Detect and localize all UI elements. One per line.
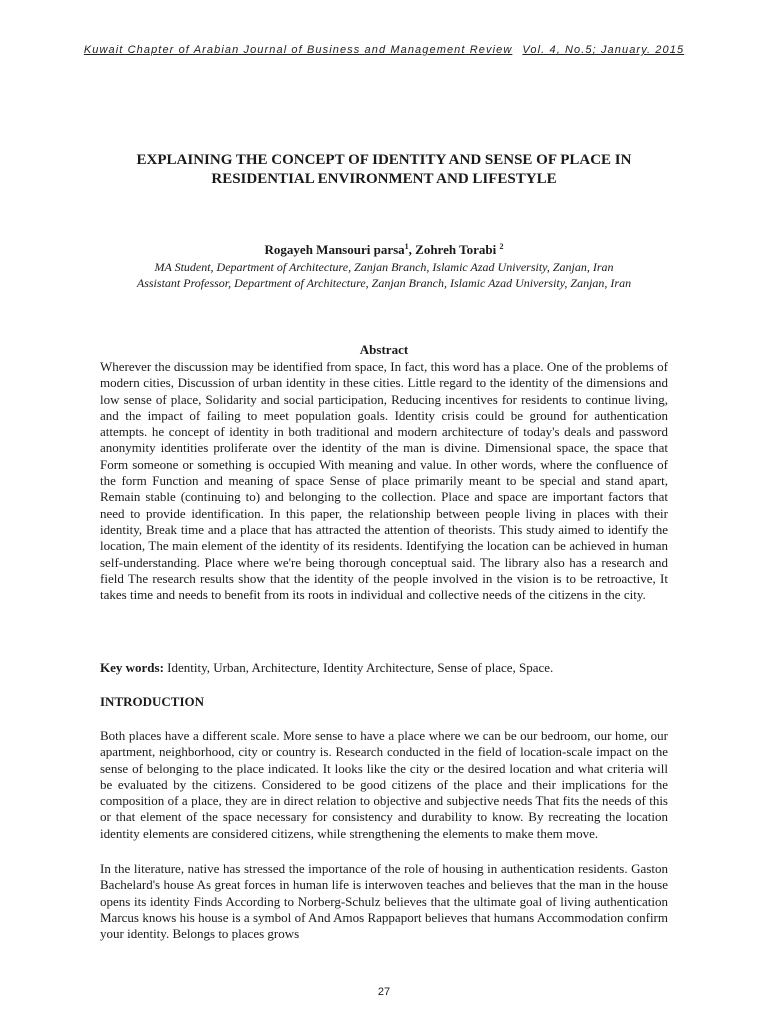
- keywords-label: Key words:: [100, 660, 164, 675]
- journal-name: Kuwait Chapter of Arabian Journal of Business and Management Review: [83, 44, 513, 56]
- journal-issue: Vol. 4, No.5; January. 2015: [522, 44, 685, 56]
- page-number: 27: [377, 986, 391, 998]
- affiliation-1: MA Student, Department of Architecture, Zanjan Branch, Islamic Azad University, Zanjan, Iran: [154, 260, 614, 274]
- author-2: Zohreh Torabi: [415, 242, 500, 257]
- author-2-affiliation-mark: 2: [499, 242, 504, 251]
- introduction-heading: INTRODUCTION: [100, 694, 205, 709]
- author-names: [0, 240, 768, 259]
- author-separator: ,: [408, 242, 416, 257]
- author-1-affiliation-mark: 1: [404, 242, 409, 251]
- affiliation-2: Assistant Professor, Department of Architecture, Zanjan Branch, Islamic Azad University, Zanjan, Iran: [136, 276, 632, 290]
- keywords: [100, 660, 668, 676]
- introduction-paragraph-2: In the literature, native has stressed the importance of the role of housing in authentication residents. Gaston Bachelard's house As great forces in human life is interwoven teaches and believes that the man in the house opens its identity Finds According to Norberg-Schulz believes that the ultimate goal of living authentication Marcus knows his house is a symbol of And Amos Rappaport believes that humans Accommodation confirm your identity. Belongs to places grows: [100, 861, 668, 942]
- paper-title: [80, 151, 688, 189]
- author-block: [0, 240, 768, 291]
- title-line-2: RESIDENTIAL ENVIRONMENT AND LIFESTYLE: [211, 171, 557, 187]
- introduction-paragraph-1: Both places have a different scale. More sense to have a place where we can be our bedroom, our home, our apartment, neighborhood, city or country is. Research conducted in the field of location-scale impact on the sense of belonging to the place indicated. It looks like the city or the desired location and what criteria will be evaluated by the citizens. Considered to be good citizens of the place and their implications for the composition of a place, they are in direct relation to objective and subjective needs That fits the needs of this or that element of the space necessary for consistency and durability to know. By recreating the location identity elements are considered citizens, while strengthening the elements to make them move.: [100, 728, 668, 841]
- running-header: [0, 44, 768, 56]
- author-1: Rogayeh Mansouri parsa: [264, 242, 405, 257]
- abstract-text: Wherever the discussion may be identified from space, In fact, this word has a place. One of the problems of modern cities, Discussion of urban identity in these cities. Little regard to the identity of the dimensions and low sense of place, Solidarity and social participation, Reducing incentives for residents to continue living, and the impact of failing to meet population goals. Identity crisis could be ground for authentication attempts. he concept of identity in both traditional and modern architecture of today's deals and password anonymity identities proliferate over the identity of the man is divine. Dimensional space, the space that Form someone or something is occupied With meaning and value. In other words, where the confluence of the form Function and meaning of space Sense of place primarily meant to be special and stand apart, Remain stable (continuing to) and belonging to the collection. Place and space are important factors that need to provide identification. In this paper, the relationship between people living in places with their identity, Break time and a place that has attracted the attention of theorists. This study aimed to identify the location, The main element of the identity of its residents. Identifying the location can be achieved in human self-understanding. Place where we're being thorough conceptual said. The library also has a research and field The research results show that the identity of the people involved in the vision is to be retroactive, It takes time and needs to benefit from its roots in individual and collective needs of the citizens in the city.: [100, 359, 668, 603]
- abstract-heading: Abstract: [359, 342, 409, 357]
- title-line-1: EXPLAINING THE CONCEPT OF IDENTITY AND SENSE OF PLACE IN: [136, 152, 632, 168]
- keywords-text: Identity, Urban, Architecture, Identity Architecture, Sense of place, Space.: [163, 660, 554, 675]
